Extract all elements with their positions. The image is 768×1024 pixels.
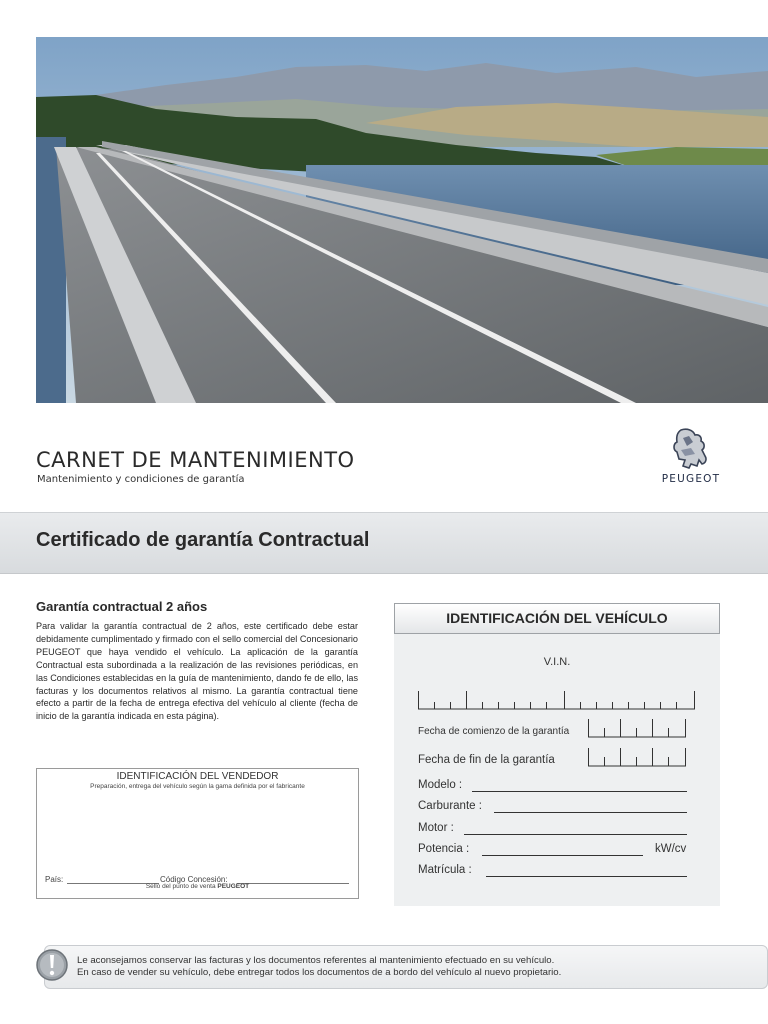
vehicle-box <box>394 603 720 906</box>
power-label: Potencia : <box>418 843 470 855</box>
end-date-label: Fecha de fin de la garantía <box>418 754 555 766</box>
start-date-field[interactable] <box>588 717 688 739</box>
engine-label: Motor : <box>418 822 454 834</box>
model-field[interactable] <box>472 791 687 792</box>
dealer-code-label: Código Concesión: <box>160 875 228 884</box>
stamp-brand: PEUGEOT <box>217 883 250 890</box>
vin-label: V.I.N. <box>543 656 571 668</box>
vehicle-header <box>394 603 720 634</box>
warranty-heading: Garantía contractual 2 años <box>36 599 208 614</box>
power-field[interactable] <box>482 855 643 856</box>
country-label: País: <box>45 875 64 884</box>
certificate-band <box>0 512 768 574</box>
vehicle-title: IDENTIFICACIÓN DEL VEHÍCULO <box>446 610 668 626</box>
stamp-caption <box>37 883 358 890</box>
plate-label: Matrícula : <box>418 864 472 876</box>
end-date-field[interactable] <box>588 746 688 768</box>
fuel-label: Carburante : <box>418 800 482 812</box>
certificate-title: Certificado de garantía Contractual <box>36 529 370 551</box>
engine-field[interactable] <box>464 834 687 835</box>
booklet-subtitle: Mantenimiento y condiciones de garantía <box>37 474 245 485</box>
start-date-label: Fecha de comienzo de la garantía <box>418 726 570 737</box>
warranty-text: Para validar la garantía contractual de 2 años, este certificado debe estar debidamente cumplimentado y firmado con el sello comercial del Concesionario PEUGEOT que haya vendido el vehículo. La aplicación de la garantía Contractual esta subordinada a la realización de las revisiones periódicas, en las Condiciones establecidas en la guía de mantenimiento, dando fe de ello, las facturas y los documentos relativos al mismo. La garantía contractual tiene efecto a partir de la fecha de entrega efectiva del vehículo al cliente (fecha de inicio de la garantía indicada en esta página). <box>36 621 358 722</box>
vendor-title: IDENTIFICACIÓN DEL VENDEDOR <box>116 771 279 782</box>
plate-field[interactable] <box>486 876 687 877</box>
notice-line-2: En caso de vender su vehículo, debe entregar todos los documentos de a bordo del vehículo al nuevo propietario. <box>77 967 562 978</box>
vin-field[interactable] <box>418 689 698 711</box>
exclamation-icon <box>35 948 69 982</box>
booklet-title: CARNET DE MANTENIMIENTO <box>36 448 355 472</box>
peugeot-lion-icon <box>669 426 713 470</box>
notice-line-1: Le aconsejamos conservar las facturas y los documentos referentes al mantenimiento efectuado en su vehículo. <box>77 955 555 966</box>
brand-wordmark: PEUGEOT <box>661 473 721 485</box>
peugeot-logo <box>646 426 736 492</box>
stamp-label: Sello del punto de venta <box>145 883 216 890</box>
vendor-box <box>36 768 359 899</box>
power-unit: kW/cv <box>655 843 687 855</box>
notice-box <box>44 945 768 989</box>
vendor-note: Preparación, entrega del vehículo según la gama definida por el fabricante <box>90 783 305 790</box>
fuel-field[interactable] <box>494 812 687 813</box>
model-label: Modelo : <box>418 779 463 791</box>
hero-photo <box>36 37 768 403</box>
notice-text <box>77 955 561 979</box>
